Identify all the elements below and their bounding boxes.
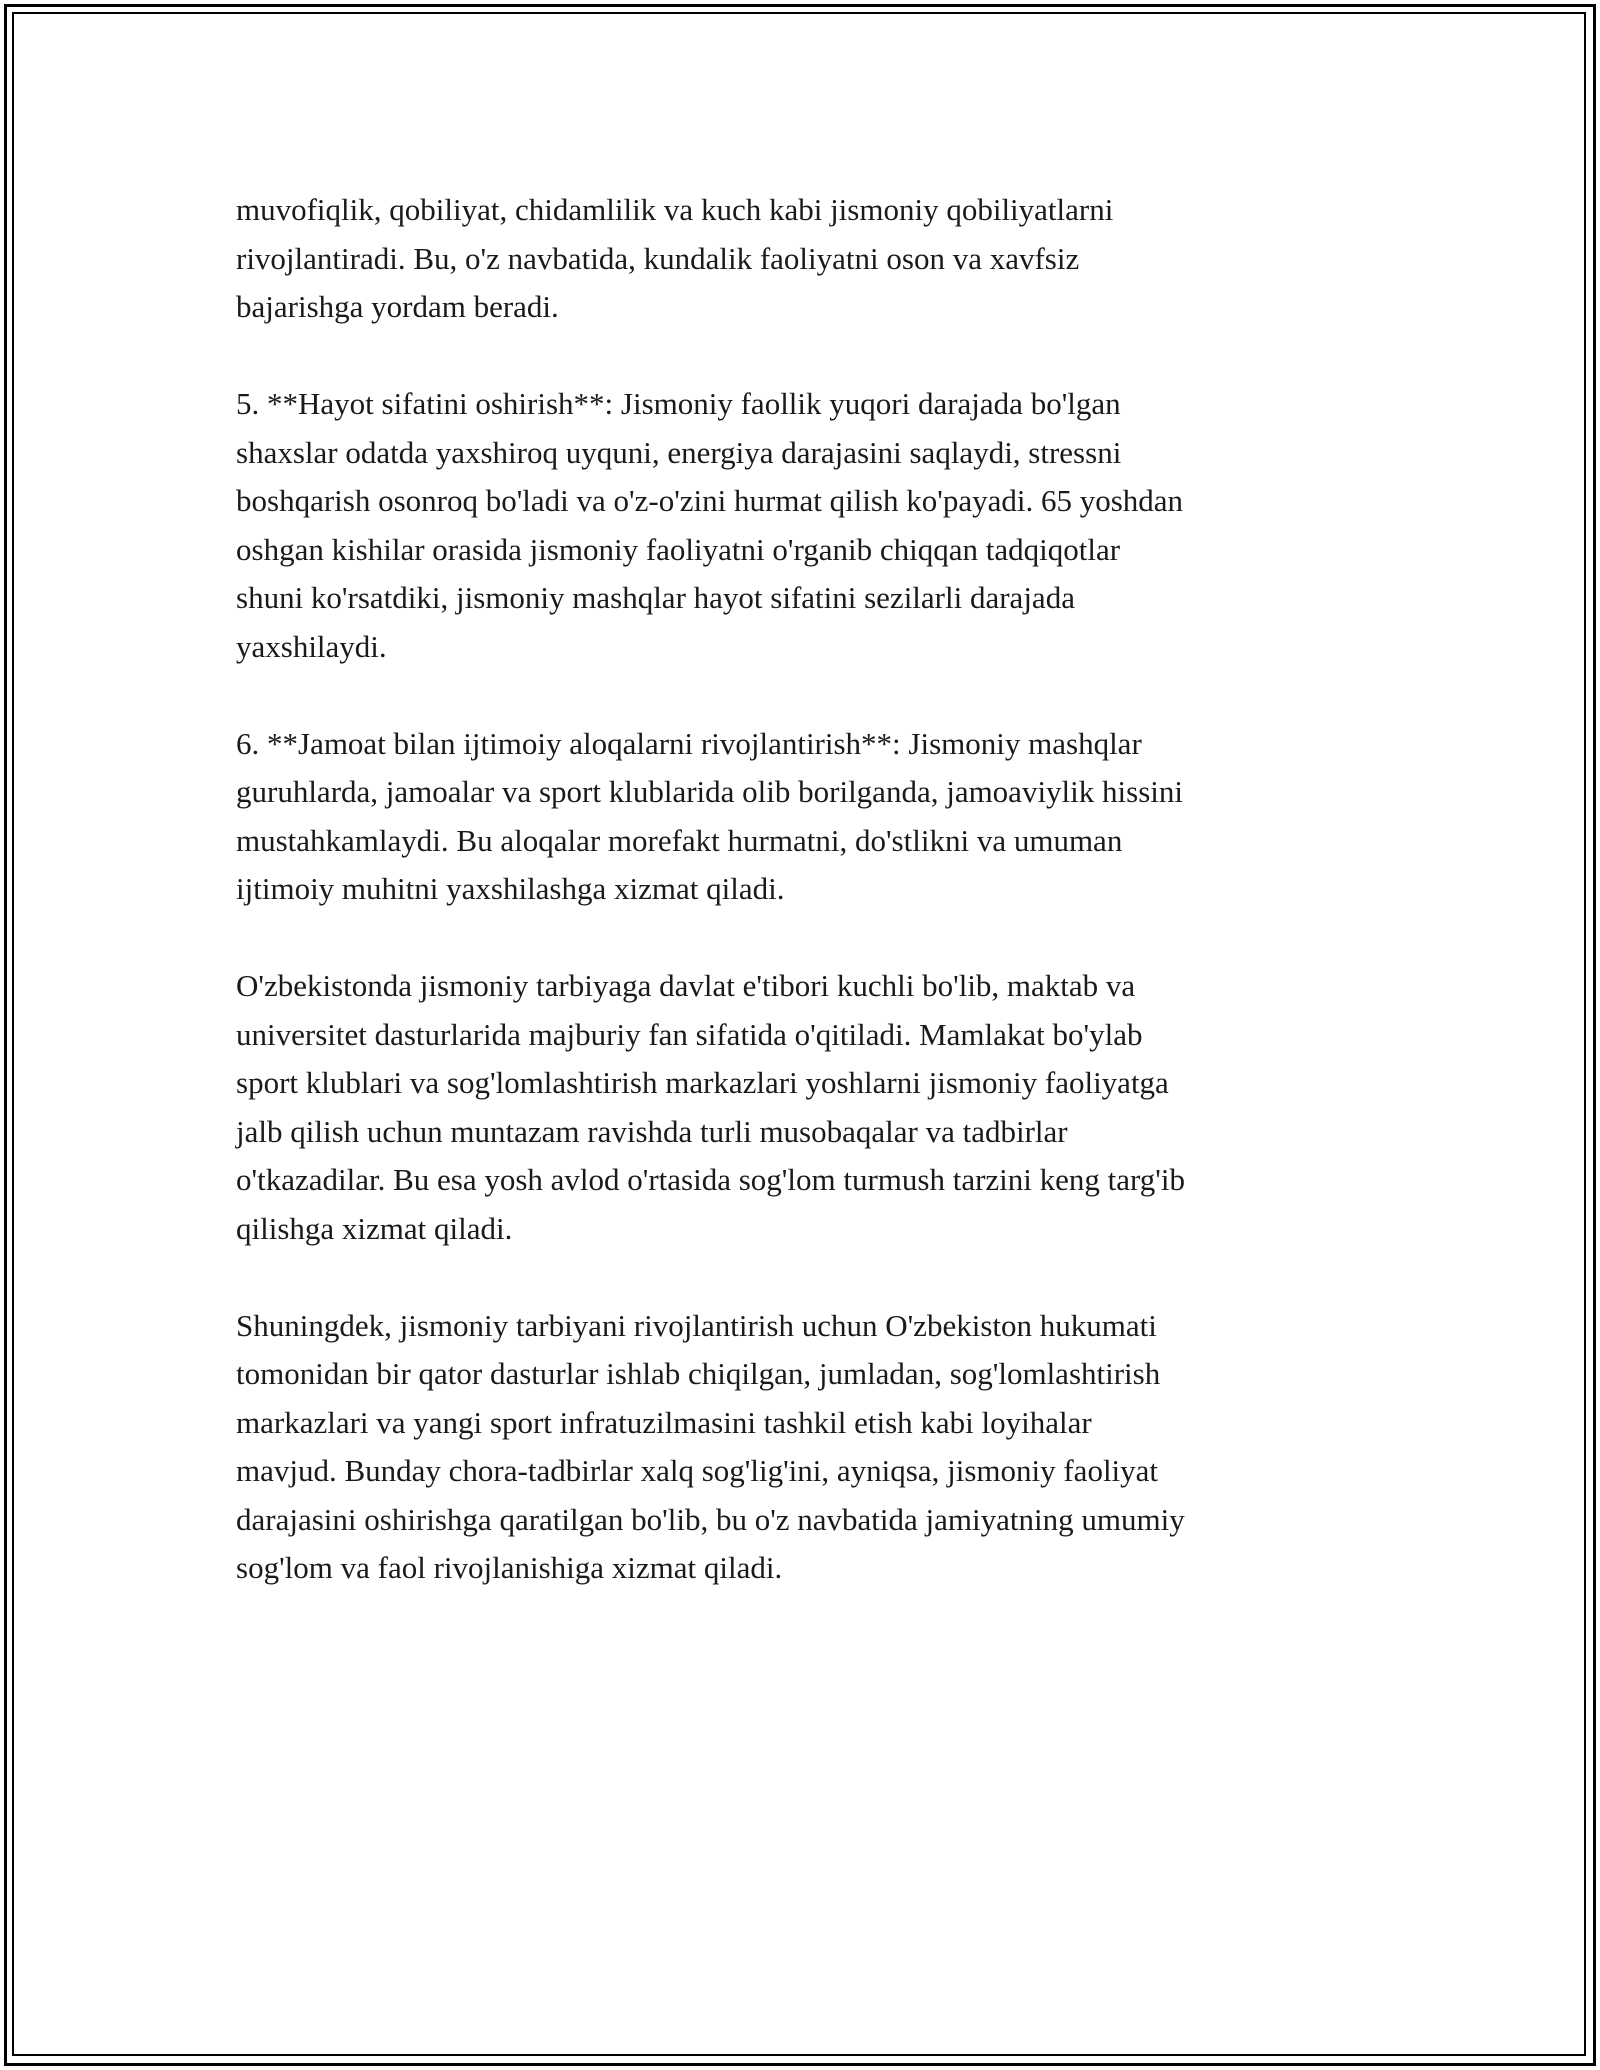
- document-body: [236, 186, 1396, 1641]
- paragraph-quality-of-life: 5. **Hayot sifatini oshirish**: Jismoniy faollik yuqori darajada bo'lgan shaxslar odatda yaxshiroq uyquni, energiya darajasini saqlaydi, stressni boshqarish osonroq bo'ladi va o'z-o'zini hurmat qilish ko'payadi. 65 yoshdan oshgan kishilar orasida jismoniy faoliyatni o'rganib chiqqan tadqiqotlar shuni ko'rsatdiki, jismoniy mashqlar hayot sifatini sezilarli darajada yaxshilaydi.: [236, 386, 1184, 664]
- paragraph-social-connections: 6. **Jamoat bilan ijtimoiy aloqalarni rivojlantirish**: Jismoniy mashqlar guruhlarda, jamoalar va sport klublarida olib borilganda, jamoaviylik hissini mustahkamlaydi. Bu aloqalar morefakt hurmatni, do'stlikni va umuman ijtimoiy muhitni yaxshilashga xizmat qiladi.: [236, 725, 1183, 906]
- paragraph-government-programs: Shuningdek, jismoniy tarbiyani rivojlantirish uchun O'zbekiston hukumati tomonidan bir qator dasturlar ishlab chiqilgan, jumladan, sog'lomlashtirish markazlari va yangi sport infratuzilmasini tashkil etish kabi loyihalar mavjud. Bunday chora-tadbirlar xalq sog'lig'ini, ayniqsa, jismoniy faoliyat darajasini oshirishga qaratilgan bo'lib, bu o'z navbatida jamiyatning umumiy sog'lom va faol rivojlanishiga xizmat qiladi.: [236, 1307, 1185, 1585]
- paragraph-physical-abilities: muvofiqlik, qobiliyat, chidamlilik va kuch kabi jismoniy qobiliyatlarni rivojlantiradi. Bu, o'z navbatida, kundalik faoliyatni oson va xavfsiz bajarishga yordam beradi.: [236, 192, 1114, 324]
- paragraph-uzbekistan-education: O'zbekistonda jismoniy tarbiyaga davlat e'tibori kuchli bo'lib, maktab va universitet dasturlarida majburiy fan sifatida o'qitiladi. Mamlakat bo'ylab sport klublari va sog'lomlashtirish markazlari yoshlarni jismoniy faoliyatga jalb qilish uchun muntazam ravishda turli musobaqalar va tadbirlar o'tkazadilar. Bu esa yosh avlod o'rtasida sog'lom turmush tarzini keng targ'ib qilishga xizmat qiladi.: [236, 968, 1185, 1246]
